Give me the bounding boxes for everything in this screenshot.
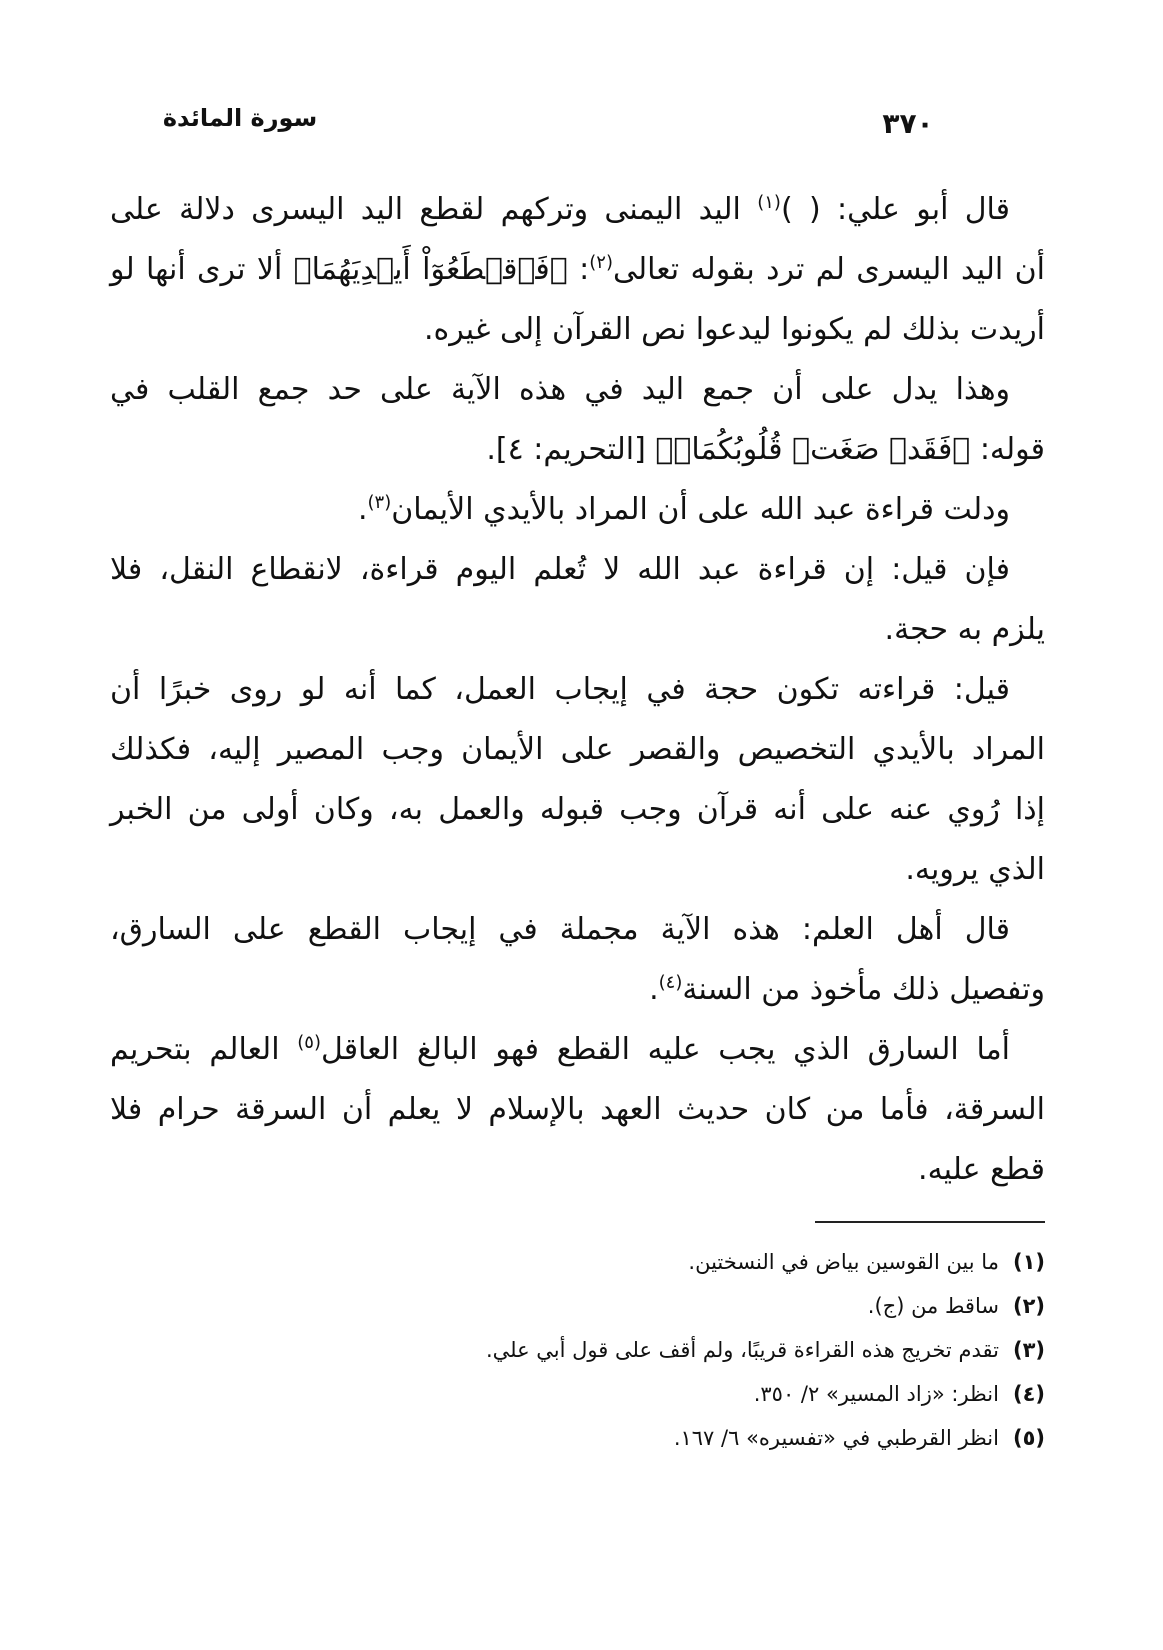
body-line (110, 780, 1045, 840)
footnote-ref: (٤) (658, 972, 683, 993)
line-text: أريدت بذلك لم يكونوا ليدعوا نص القرآن إلى غيره. (423, 312, 1045, 347)
line-text: وتفصيل ذلك مأخوذ من السنة (682, 972, 1045, 1007)
footnote-ref: (١) (757, 192, 781, 213)
body-line (110, 660, 1045, 720)
footnote-text: ساقط من (ج). (867, 1294, 999, 1318)
line-text: أما السارق الذي يجب عليه القطع فهو البالغ العاقل (320, 1032, 1010, 1067)
footnotes (110, 1240, 1045, 1460)
paragraph (110, 480, 1045, 540)
body-line (110, 480, 1045, 540)
body-line (110, 960, 1045, 1020)
footnote (110, 1416, 1045, 1460)
footnote-marker: (٢) (1012, 1294, 1045, 1318)
line-text: المراد بالأيدي التخصيص والقصر على الأيمان وجب المصير إليه، فكذلك (110, 732, 1045, 767)
paragraph (110, 180, 1045, 360)
line-text: قال أبو علي: ( ) (780, 192, 1010, 227)
footnote-text: انظر: «زاد المسير» ٢/ ٣٥٠. (753, 1382, 999, 1406)
body-line (110, 720, 1045, 780)
body-line (110, 300, 1045, 360)
body-line (110, 420, 1045, 480)
line-text: . (649, 972, 659, 1007)
body-line (110, 600, 1045, 660)
line-text: قطع عليه. (918, 1152, 1045, 1187)
footnote-ref: (٢) (589, 252, 613, 273)
running-title: سورة المائدة (162, 104, 318, 132)
body-line (110, 360, 1045, 420)
footnote-marker: (٥) (1012, 1426, 1045, 1450)
footnote (110, 1284, 1045, 1328)
body-line (110, 240, 1045, 300)
body-line (110, 540, 1045, 600)
line-text: : ﴿فَٱقۡطَعُوٓاْ أَيۡدِيَهُمَا﴾ ألا ترى أنها لو (110, 252, 590, 287)
footnote (110, 1372, 1045, 1416)
body-line (110, 840, 1045, 900)
footnote-text: ما بين القوسين بياض في النسختين. (688, 1250, 999, 1274)
line-text: العالم بتحريم (110, 1032, 298, 1067)
line-text: فإن قيل: إن قراءة عبد الله لا تُعلم اليوم قراءة، لانقطاع النقل، فلا (110, 552, 1010, 587)
line-text: يلزم به حجة. (884, 612, 1045, 647)
footnote (110, 1240, 1045, 1284)
footnote-ref: (٣) (367, 492, 392, 513)
page-number: ٣٧٠ (882, 107, 934, 140)
line-text: الذي يرويه. (905, 852, 1045, 887)
line-text: إذا رُوي عنه على أنه قرآن وجب قبوله والعمل به، وكان أولى من الخبر (110, 792, 1045, 827)
line-text: أن اليد اليسرى لم ترد بقوله تعالى (612, 252, 1045, 287)
footnote-text: تقدم تخريج هذه القراءة قريبًا، ولم أقف على قول أبي علي. (485, 1338, 999, 1362)
line-text: اليد اليمنى وتركهم لقطع اليد اليسرى دلالة على (110, 192, 758, 227)
paragraph (110, 1020, 1045, 1200)
footnote-marker: (٣) (1012, 1338, 1045, 1362)
footnote-divider (815, 1221, 1045, 1223)
line-text: . (357, 492, 368, 527)
body-line (110, 1140, 1045, 1200)
body-line (110, 1020, 1045, 1080)
line-text: قوله: ﴿فَقَدۡ صَغَتۡ قُلُوبُكُمَاۖ﴾ [التحريم: ٤]. (486, 432, 1045, 467)
line-text: قيل: قراءته تكون حجة في إيجاب العمل، كما أنه لو روى خبرًا أن (110, 672, 1010, 707)
line-text: وهذا يدل على أن جمع اليد في هذه الآية على حد جمع القلب في (110, 372, 1010, 407)
paragraph (110, 660, 1045, 900)
footnote-marker: (٤) (1012, 1382, 1045, 1406)
body-line (110, 900, 1045, 960)
line-text: السرقة، فأما من كان حديث العهد بالإسلام لا يعلم أن السرقة حرام فلا (110, 1092, 1045, 1127)
paragraph (110, 900, 1045, 1020)
body-line (110, 180, 1045, 240)
footnote-text: انظر القرطبي في «تفسيره» ٦/ ١٦٧. (673, 1426, 999, 1450)
body-line (110, 1080, 1045, 1140)
paragraph (110, 540, 1045, 660)
paragraph (110, 360, 1045, 480)
footnote-marker: (١) (1012, 1250, 1045, 1274)
line-text: ودلت قراءة عبد الله على أن المراد بالأيدي الأيمان (391, 492, 1010, 527)
footnote (110, 1328, 1045, 1372)
footnote-ref: (٥) (297, 1032, 321, 1053)
body-text (110, 180, 1045, 1200)
line-text: قال أهل العلم: هذه الآية مجملة في إيجاب القطع على السارق، (110, 912, 1010, 947)
